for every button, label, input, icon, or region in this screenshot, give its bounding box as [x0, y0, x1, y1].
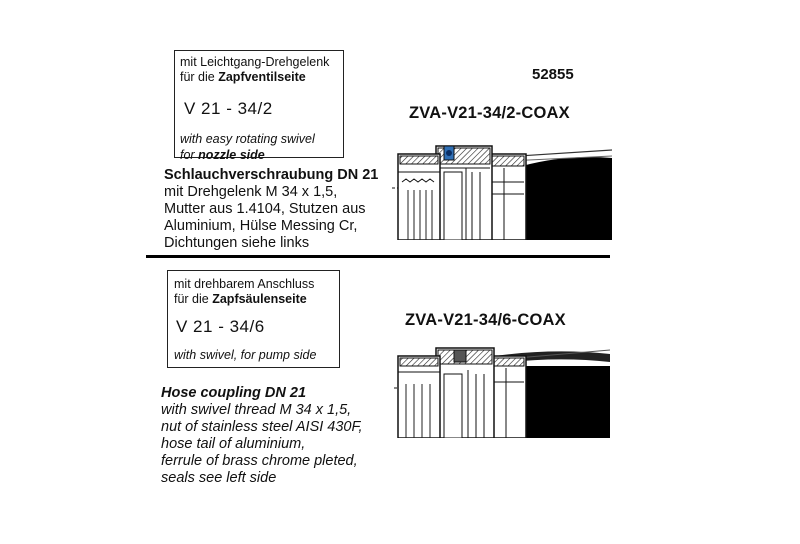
part-number: 52855 — [532, 66, 574, 83]
hose-body — [522, 166, 612, 240]
top-description-heading: Schlauchverschraubung DN 21 — [164, 167, 379, 183]
top-description-line: Dichtungen siehe links — [164, 235, 310, 251]
bottom-description-line: hose tail of aluminium, — [161, 436, 306, 452]
thread-stem — [398, 356, 440, 438]
bottom-box-code: V 21 - 34/6 — [176, 317, 265, 336]
bottom-info-box — [167, 270, 340, 368]
bottom-description-heading: Hose coupling DN 21 — [161, 385, 307, 401]
hose-body — [522, 366, 610, 438]
thread-stem — [398, 154, 440, 240]
top-box-code: V 21 - 34/2 — [184, 99, 273, 118]
section-divider — [146, 255, 610, 258]
bottom-description-line: with swivel thread M 34 x 1,5, — [161, 402, 352, 418]
seal-ring — [454, 350, 466, 362]
ferrule — [488, 154, 526, 240]
bottom-box-line2: für die Zapfsäulenseite — [174, 292, 307, 306]
top-description-line: Mutter aus 1.4104, Stutzen aus — [164, 201, 366, 217]
bottom-coupling-drawing — [394, 338, 610, 438]
top-description — [164, 167, 378, 252]
top-box-line2: für die Zapfventilseite — [180, 70, 306, 84]
top-description-line: mit Drehgelenk M 34 x 1,5, — [164, 184, 338, 200]
bottom-description-line: nut of stainless steel AISI 430F, — [161, 419, 363, 435]
top-box-en-line2: for nozzle side — [180, 148, 265, 162]
bottom-description-line: ferrule of brass chrome pleted, — [161, 453, 358, 469]
top-description-line: Aluminium, Hülse Messing Cr, — [164, 218, 358, 234]
top-box-line1: mit Leichtgang-Drehgelenk — [180, 55, 330, 69]
top-model-title: ZVA-V21-34/2-COAX — [409, 104, 570, 122]
bottom-box-line1: mit drehbarem Anschluss — [174, 277, 315, 291]
ferrule — [490, 356, 526, 438]
top-box-en-line1: with easy rotating swivel — [180, 132, 315, 146]
top-info-box — [174, 50, 344, 162]
bottom-description-line: seals see left side — [161, 470, 277, 486]
bottom-model-title: ZVA-V21-34/6-COAX — [405, 311, 566, 329]
bottom-box-en-line1: with swivel, for pump side — [174, 348, 317, 362]
bottom-description — [161, 385, 363, 487]
top-coupling-drawing — [392, 132, 612, 240]
